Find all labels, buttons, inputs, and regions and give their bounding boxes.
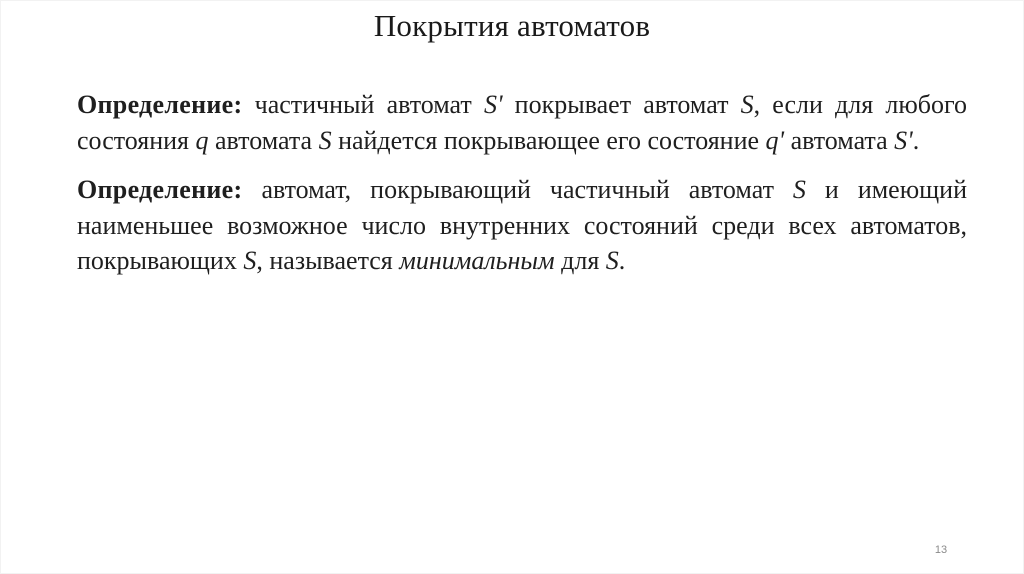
math-symbol: q': [765, 125, 785, 155]
definition-text: и имеющий наименьшее возможное число внутренних состояний среди всех автоматов, покрывающих: [77, 175, 967, 275]
definition-term: Определение:: [77, 90, 243, 119]
math-symbol: S: [605, 246, 619, 275]
definition-text: автомата: [784, 125, 895, 155]
definition-text: .: [912, 125, 920, 155]
math-symbol: S: [792, 175, 806, 204]
definition-text: , называется: [256, 246, 400, 275]
definition-term: Определение:: [77, 175, 243, 204]
slide-number: 13: [934, 544, 948, 556]
math-symbol: S: [740, 90, 754, 119]
math-symbol: S: [318, 125, 332, 155]
definition-text: .: [618, 246, 626, 275]
math-symbol: S: [243, 246, 257, 275]
definition-text: автомат, покрывающий частичный автомат: [242, 175, 793, 204]
definition-text: , если для любого состояния: [77, 90, 968, 155]
definition-text: найдется покрывающее его состояние: [331, 125, 766, 155]
slide-title: Покрытия автоматов: [373, 8, 651, 43]
definition-text: частичный автомат: [242, 90, 484, 119]
definition-covering: [77, 87, 967, 158]
definition-minimal: [77, 172, 967, 279]
slide-content: [77, 87, 967, 279]
math-symbol: q: [195, 125, 209, 155]
emphasized-term: минимальным: [399, 246, 555, 275]
math-symbol: S': [483, 90, 503, 119]
definition-text: автомата: [208, 125, 319, 155]
definition-text: покрывает автомат: [502, 90, 741, 119]
math-symbol: S': [894, 125, 913, 155]
definition-text: для: [554, 246, 606, 275]
